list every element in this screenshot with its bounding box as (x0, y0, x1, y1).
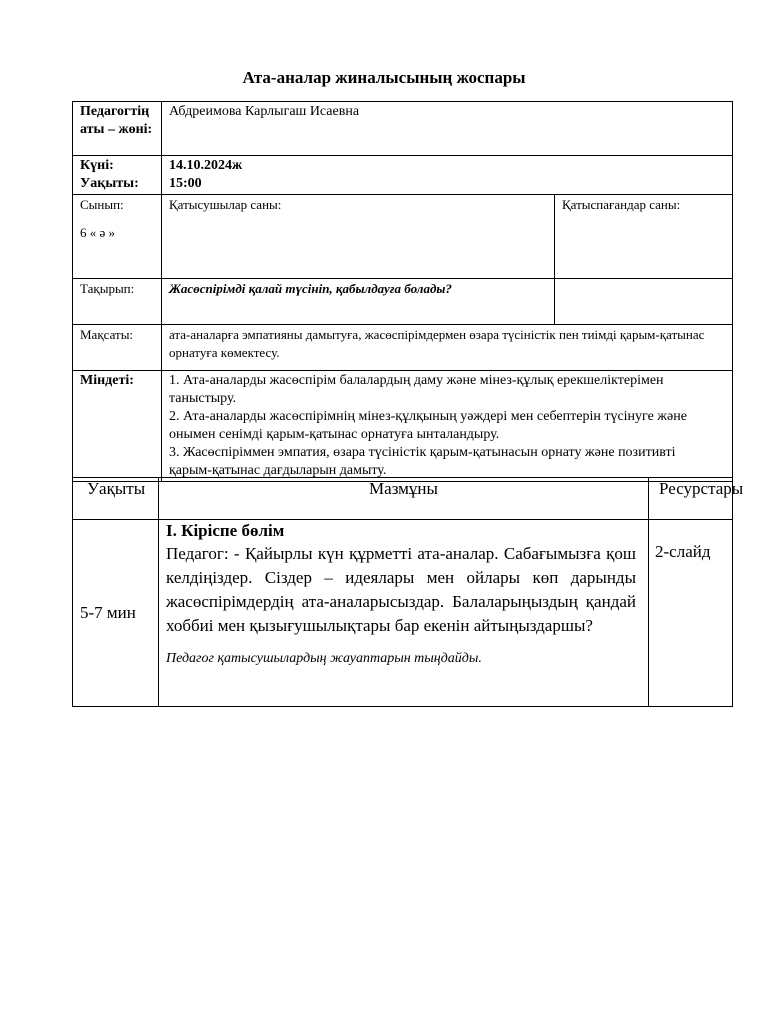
date-time-labels (73, 156, 162, 195)
absent-label: Қатыспағандар саны: (555, 195, 733, 279)
time-label: Уақыты: (80, 176, 139, 191)
plan-header-row (73, 478, 733, 520)
topic-row (73, 279, 733, 325)
date-value: 14.10.2024ж (169, 158, 243, 173)
class-label: Сынып: (80, 197, 124, 212)
header-time: Уақыты (73, 478, 159, 520)
teacher-label: Педагогтің аты – жөні: (73, 102, 162, 156)
plan-row (73, 520, 733, 707)
content-paragraph: Педагог: - Қайырлы күн құрметті ата-аналар. Сабағымызға қош келдіңіздер. Сіздер – идеялары мен ойлары көп дарынды жасөспірімдердің ата-аналарысыздар. Балаларыңыздың қандай хоббиі мен қызығушылықтары бар екенін айтыңыздаршы? (166, 544, 636, 635)
content-note: Педагог қатысушылардың жауаптарын тыңдайды. (166, 651, 482, 666)
topic-empty-cell (555, 279, 733, 325)
tasks-list (162, 371, 733, 482)
goal-row (73, 325, 733, 371)
tasks-label: Міндеті: (73, 371, 162, 482)
goal-label: Мақсаты: (73, 325, 162, 371)
row-time: 5-7 мин (73, 520, 159, 707)
page-title: Ата-аналар жиналысының жоспары (242, 68, 526, 87)
topic-label: Тақырып: (73, 279, 162, 325)
row-resource: 2-слайд (649, 520, 733, 707)
task-item: 3. Жасөспіріммен эмпатия, өзара түсіністік қарым-қатынасын орнату және позитивті қарым-қатынас дағдыларын дамыту. (169, 445, 676, 478)
task-item: 1. Ата-аналарды жасөспірім балалардың даму және мінез-құлық ерекшеліктерімен таныстыру. (169, 373, 664, 406)
tasks-row (73, 371, 733, 482)
teacher-value: Абдреимова Карлыгаш Исаевна (162, 102, 733, 156)
time-value: 15:00 (169, 176, 202, 191)
date-time-values (162, 156, 733, 195)
date-label: Күні: (80, 158, 114, 173)
teacher-row (73, 102, 733, 156)
date-row (73, 156, 733, 195)
task-item: 2. Ата-аналарды жасөспірімнің мінез-құлқының уәждері мен себептерін түсінуге және онымен сенімді қарым-қатынас орнатуға ынталандыру. (169, 409, 687, 442)
class-row (73, 195, 733, 279)
meeting-info-table (72, 101, 733, 482)
header-resources: Ресурстары (649, 478, 733, 520)
class-cell (73, 195, 162, 279)
row-content (159, 520, 649, 707)
section-heading: I. Кіріспе бөлім (166, 521, 285, 540)
participants-label: Қатысушылар саны: (162, 195, 555, 279)
goal-value: ата-аналарға эмпатияны дамытуға, жасөспірімдермен өзара түсіністік пен тиімді қарым-қатынас орнатуға көмектесу. (162, 325, 733, 371)
header-content: Мазмұны (159, 478, 649, 520)
topic-value: Жасөспірімді қалай түсініп, қабылдауға болады? (162, 279, 555, 325)
class-value: 6 « ә » (80, 225, 116, 240)
lesson-plan-table (72, 477, 744, 707)
